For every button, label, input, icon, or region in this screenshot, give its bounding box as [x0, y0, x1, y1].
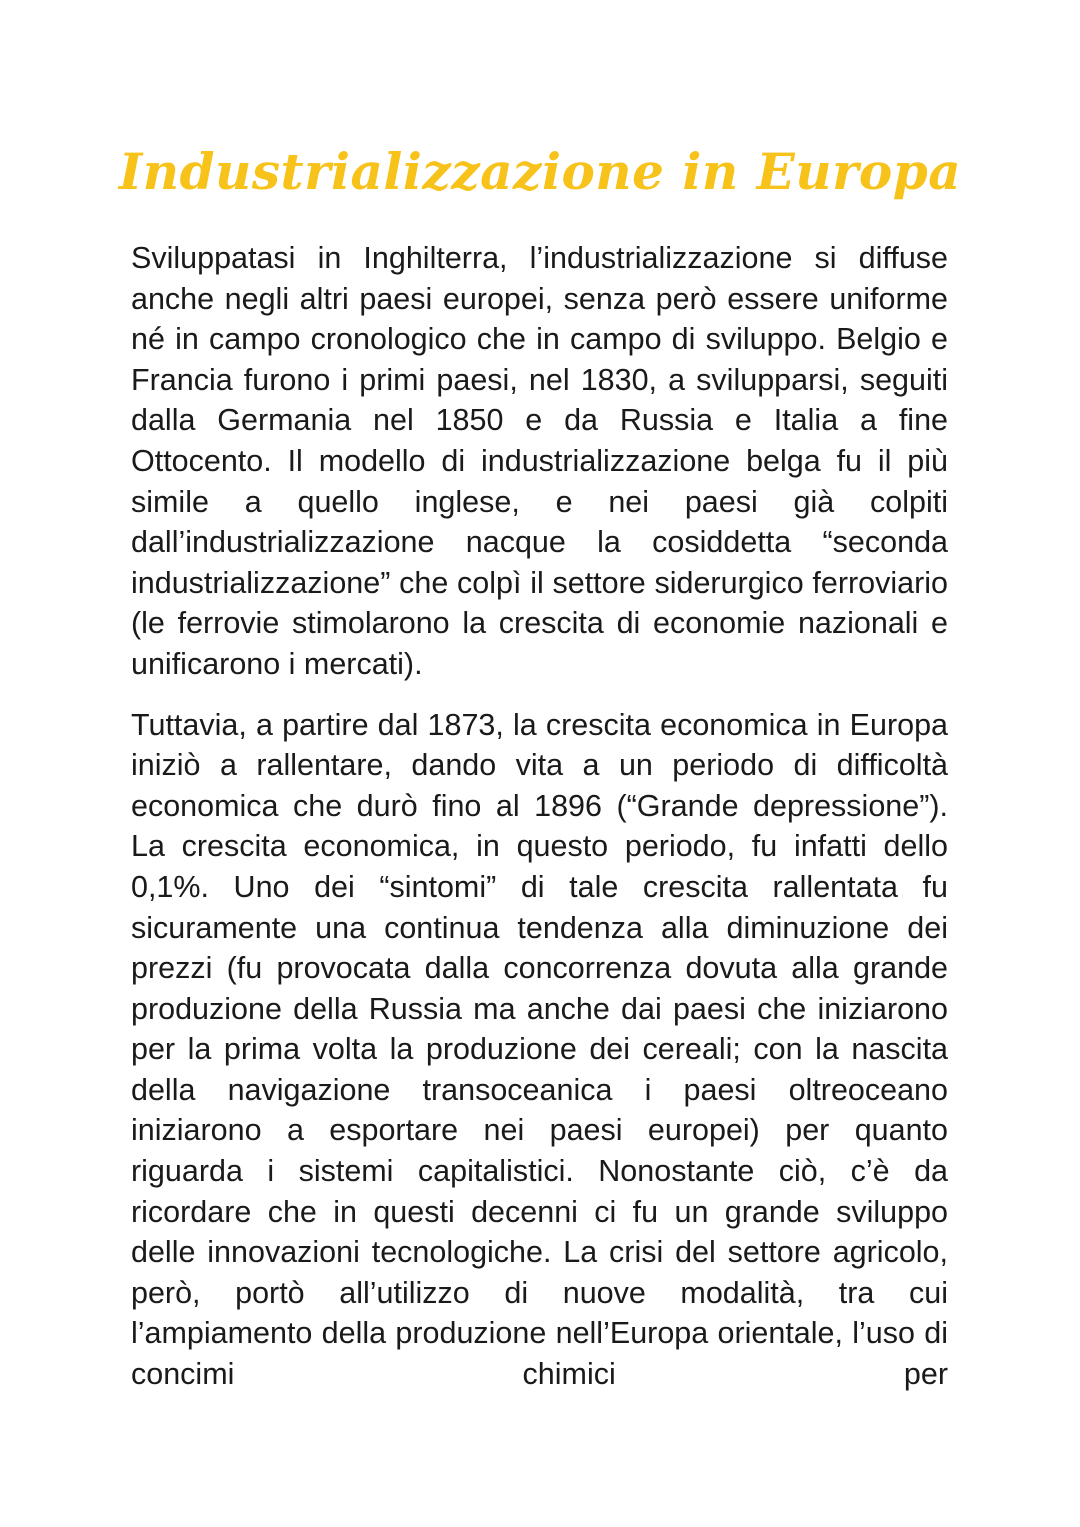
document-body	[131, 238, 948, 1395]
paragraph-2: Tuttavia, a partire dal 1873, la crescita economica in Europa iniziò a rallentare, dando vita a un periodo di difficoltà economica che durò fino al 1896 (“Grande depressione”). La crescita economica, in questo periodo, fu infatti dello 0,1%. Uno dei “sintomi” di tale crescita rallentata fu sicuramente una continua tendenza alla diminuzione dei prezzi (fu provocata dalla concorrenza dovuta alla grande produzione della Russia ma anche dai paesi che iniziarono per la prima volta la produzione dei cereali; con la nascita della navigazione transoceanica i paesi oltreoceano iniziarono a esportare nei paesi europei) per quanto riguarda i sistemi capitalistici. Nonostante ciò, c’è da ricordare che in questi decenni ci fu un grande sviluppo delle innovazioni tecnologiche. La crisi del settore agricolo, però, portò all’utilizzo di nuove modalità, tra cui l’ampiamento della produzione nell’Europa orientale, l’uso di concimi chimici per	[131, 707, 948, 1392]
paragraph-1: Sviluppatasi in Inghilterra, l’industrializzazione si diffuse anche negli altri paesi europei, senza però essere uniforme né in campo cronologico che in campo di sviluppo. Belgio e Francia furono i primi paesi, nel 1830, a svilupparsi, seguiti dalla Germania nel 1850 e da Russia e Italia a fine Ottocento. Il modello di industrializzazione belga fu il più simile a quello inglese, e nei paesi già colpiti dall’industrializzazione nacque la cosiddetta “seconda industrializzazione” che colpì il settore siderurgico ferroviario (le ferrovie stimolarono la crescita di economie nazionali e unificarono i mercati).	[131, 241, 948, 681]
page-title: Industrializzazione in Europa	[118, 142, 962, 201]
